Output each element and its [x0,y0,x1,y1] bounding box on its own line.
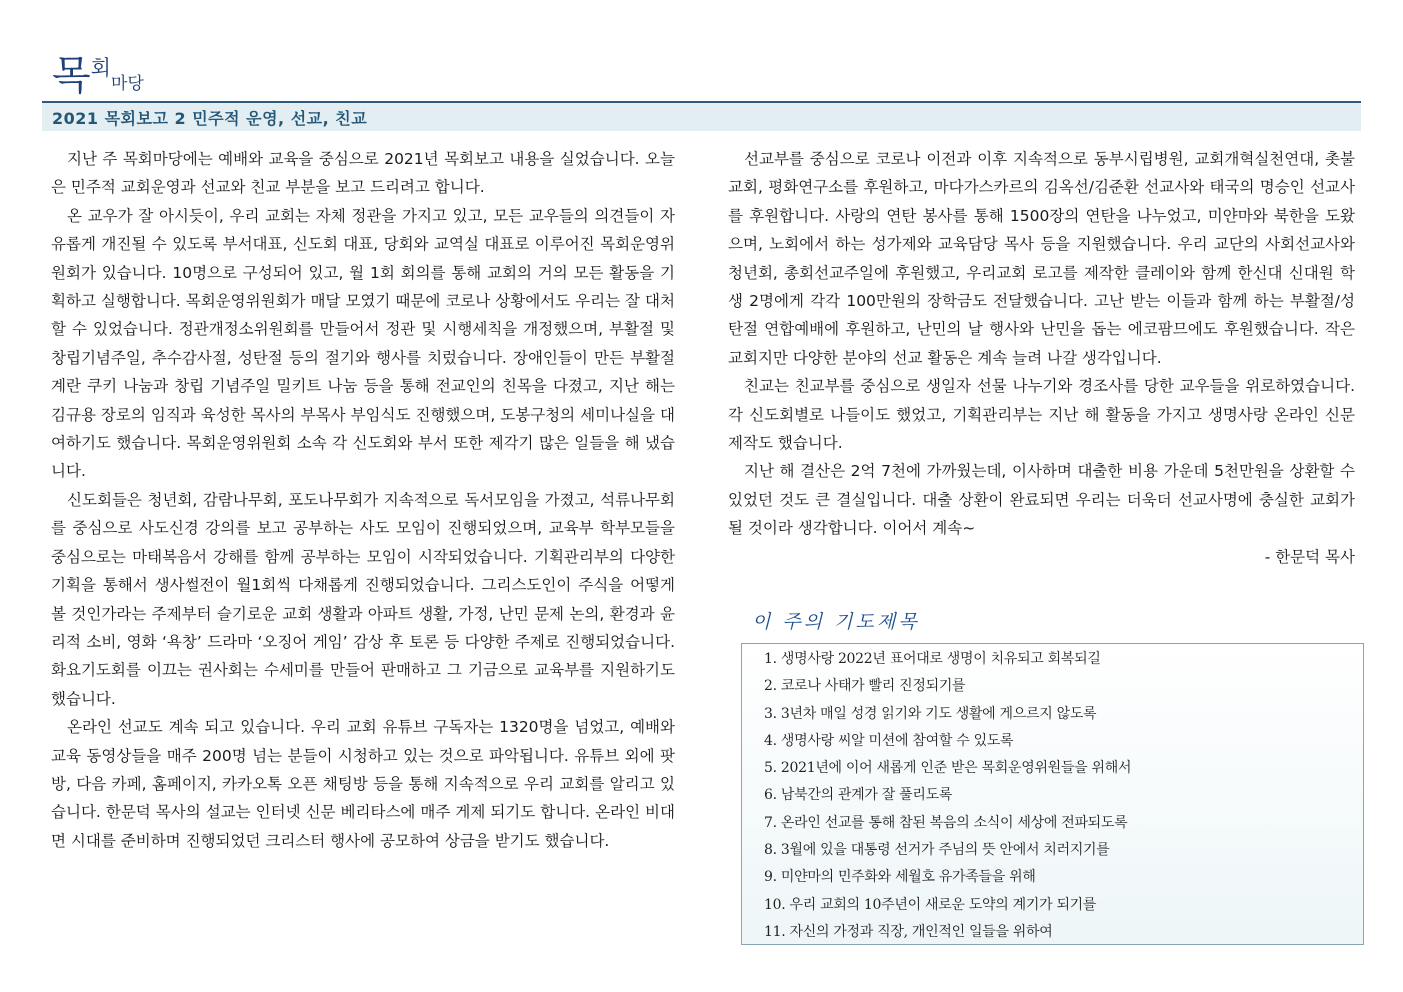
prayer-item: 10. 우리 교회의 10주년이 새로운 도약의 계기가 되기를 [764,896,1097,913]
paragraph: 친교는 친교부를 중심으로 생일자 선물 나누기와 경조사를 당한 교우들을 위로하였습니다. 각 신도회별로 나들이도 했었고, 기획관리부는 지난 해 활동을 가지고 생명사랑 온라인 신문제작도 했습니다. [728,377,1355,453]
right-column [728,145,1355,571]
paragraph: 온 교우가 잘 아시듯이, 우리 교회는 자체 정관을 가지고 있고, 모든 교우들의 의견들이 자유롭게 개진될 수 있도록 부서대표, 신도회 대표, 당회와 교역실 대표로 이루어진 목회운영위원회가 있습니다. 10명으로 구성되어 있고, 월 1회 회의를 통해 교회의 거의 모든 활동을 기획하고 실행합니다. 목회운영위원회가 매달 모였기 때문에 코로나 상황에서도 우리는 잘 대처할 수 있었습니다. 정관개정소위원회를 만들어서 정관 및 시행세칙을 개정했으며, 부활절 및 창립기념주일, 추수감사절, 성탄절 등의 절기와 행사를 치렀습니다. 장애인들이 만든 부활절 계란 쿠키 나눔과 창립 기념주일 밀키트 나눔 등을 통해 전교인의 친목을 다졌고, 지난 해는 김규용 장로의 임직과 육성한 목사의 부목사 부임식도 진행했으며, 도봉구청의 세미나실을 대여하기도 했습니다. 목회운영위원회 소속 각 신도회와 부서 또한 제각기 많은 일들을 해 냈습니다. [51,206,675,481]
prayer-item: 1. 생명사랑 2022년 표어대로 생명이 치유되고 회복되길 [764,651,1101,667]
section-logo [52,50,144,99]
paragraph: 지난 해 결산은 2억 7천에 가까웠는데, 이사하며 대출한 비용 가운데 5천만원을 상환할 수 있었던 것도 큰 결실입니다. 대출 상환이 완료되면 우리는 더욱더 선교사명에 충실한 교회가 될 것이라 생각합니다. 이어서 계속~ [728,462,1355,538]
prayer-item: 5. 2021년에 이어 새롭게 인준 받은 목회운영위원들을 위해서 [764,760,1132,777]
article-title: 2021 목회보고 2 민주적 운영, 선교, 친교 [52,108,368,128]
paragraph: 선교부를 중심으로 코로나 이전과 이후 지속적으로 동부시립병원, 교회개혁실천연대, 촛불교회, 평화연구소를 후원하고, 마다가스카르의 김옥선/김준환 선교사와 태국의 명승인 선교사를 후원합니다. 사랑의 연탄 봉사를 통해 1500장의 연탄을 나누었고, 미얀마와 북한을 도왔으며, 노회에서 하는 성가제와 교육담당 목사 등을 지원했습니다. 우리 교단의 사회선교사와 청년회, 총회선교주일에 후원했고, 우리교회 로고를 제작한 클레이와 함께 한신대 신대원 학생 2명에게 각각 100만원의 장학금도 전달했습니다. 고난 받는 이들과 함께 하는 부활절/성탄절 연합예배에 후원하고, 난민의 날 행사와 난민을 돕는 에코팜므에도 후원했습니다. 작은 교회지만 다양한 분야의 선교 활동은 계속 늘려 나갈 생각입니다. [728,150,1355,367]
logo-main-char: 목 [52,53,90,99]
prayer-heading: 이 주의 기도제목 [752,611,920,633]
prayer-item: 3. 3년차 매일 성경 읽기와 기도 생활에 게으르지 않도록 [764,705,1097,722]
paragraph: 신도회들은 청년회, 감람나무회, 포도나무회가 지속적으로 독서모임을 가졌고, 석류나무회를 중심으로 사도신경 강의를 보고 공부하는 사도 모임이 진행되었으며, 교육부 학부모들을 중심으로는 마태복음서 강해를 함께 공부하는 모임이 시작되었습니다. 기획관리부의 다양한 기획을 통해서 생사썰전이 월1회씩 다채롭게 진행되었습니다. 그리스도인이 주식을 어떻게 볼 것인가라는 주제부터 슬기로운 교회 생활과 아파트 생활, 가정, 난민 문제 논의, 환경과 윤리적 소비, 영화 ‘욕창’ 드라마 ‘오징어 게임’ 감상 후 토론 등 다양한 주제로 진행되었습니다. 화요기도회를 이끄는 권사회는 수세미를 만들어 판매하고 그 기금으로 교육부를 지원하기도 했습니다. [51,490,675,708]
article-title-bar [42,101,1361,131]
prayer-item: 2. 코로나 사태가 빨리 진정되기를 [764,678,966,695]
prayer-item: 8. 3월에 있을 대통령 선거가 주님의 뜻 안에서 치러지기를 [764,842,1110,859]
paragraph: 온라인 선교도 계속 되고 있습니다. 우리 교회 유튜브 구독자는 1320명을 넘었고, 예배와 교육 동영상들을 매주 200명 넘는 분들이 시청하고 있는 것으로 파악됩니다. 유튜브 외에 팟방, 다음 카페, 홈페이지, 카카오톡 오픈 채팅방 등을 통해 지속적으로 우리 교회를 알리고 있습니다. 한문덕 목사의 설교는 인터넷 신문 베리타스에 매주 게제 되기도 합니다. 온라인 비대면 시대를 준비하며 진행되었던 크리스터 행사에 공모하여 상금을 받기도 했습니다. [51,718,675,850]
prayer-item: 7. 온라인 선교를 통해 참된 복음의 소식이 세상에 전파되도록 [764,814,1128,831]
author-signature: - 한문덕 목사 [1264,547,1355,566]
prayer-list [764,646,1363,946]
paragraph: 지난 주 목회마당에는 예배와 교육을 중심으로 2021년 목회보고 내용을 실었습니다. 오늘은 민주적 교회운영과 선교와 친교 부분을 보고 드리려고 합니다. [51,150,675,197]
prayer-list-box [741,643,1364,945]
prayer-item: 6. 남북간의 관계가 잘 풀리도록 [764,787,953,804]
prayer-item: 9. 미얀마의 민주화와 세월호 유가족들을 위해 [764,869,1036,886]
left-column [51,145,675,855]
logo-sub-char: 회 [90,56,111,80]
prayer-item: 4. 생명사랑 씨알 미션에 참여할 수 있도록 [764,732,1014,749]
logo-subtitle: 마당 [110,74,144,94]
prayer-item: 11. 자신의 가정과 직장, 개인적인 일들을 위하여 [764,923,1053,940]
